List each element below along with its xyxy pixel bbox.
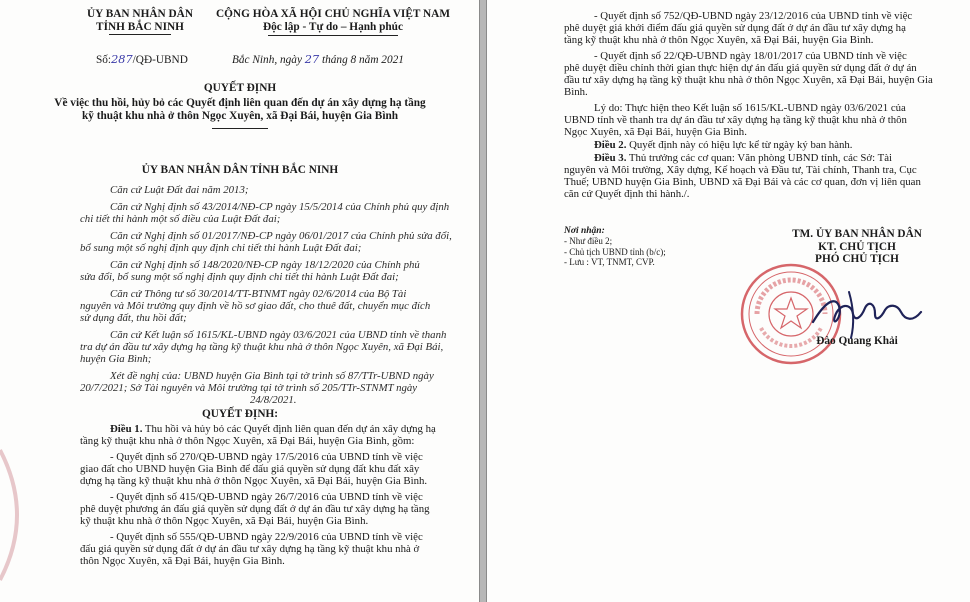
agency-underline [109,34,171,35]
motto-underline [268,35,398,36]
article-1-item: - Quyết định số 555/QĐ-UBND ngày 22/9/2016 của UBND tỉnh về việc đấu giá quyền sử dụng đất ở dự án đầu tư xây dựng hạ tầng kỹ thuật khu nhà ở thôn Ngọc Xuyên, xã Đại Bái, huyện Gia Bình. [80,531,423,567]
legal-bases [80,184,450,406]
basis-item: Căn cứ Luật Đất đai năm 2013; [110,184,249,196]
document-type: QUYẾT ĐỊNH [203,82,277,94]
handwritten-number: 287 [111,53,133,66]
agency-line-1: ỦY BAN NHÂN DÂN [87,8,193,20]
document-date: Bắc Ninh, ngày 27 tháng 8 năm 2021 [232,53,404,66]
recipient-item: - Chủ tịch UBND tỉnh (b/c); [564,246,666,257]
article-1-item: - Quyết định số 752/QĐ-UBND ngày 23/12/2016 của UBND tỉnh về việc phê duyệt giá khởi điểm đấu giá quyền sử dụng đất ở dự án đầu tư xây dựng hạ tầng kỹ thuật khu nhà ở thôn Ngọc Xuyên, xã Đại Bái, huyện Gia Bình. [564,10,913,46]
issuing-authority: ỦY BAN NHÂN DÂN TỈNH BẮC NINH [141,164,339,176]
signer-title: TM. ỦY BAN NHÂN DÂN KT. CHỦ TỊCH PHÓ CHỦ TỊCH [792,228,922,266]
recipient-item: - Như điều 2; [564,236,613,247]
document-subject: Về việc thu hồi, hủy bỏ các Quyết định liên quan đến dự án xây dựng hạ tầng kỹ thuật khu nhà ở thôn Ngọc Xuyên, xã Đại Bái, huyện Gia Bình [54,97,426,122]
issuing-agency [70,8,210,33]
partial-stamp-mark [0,440,40,590]
continued-items [564,10,942,200]
reason-paragraph: Lý do: Thực hiện theo Kết luận số 1615/KL-UBND ngày 03/6/2021 của UBND tỉnh về thanh tra dự án đầu tư xây dựng hạ tầng kỹ thuật khu nhà ở thôn Ngọc Xuyên, xã Đại Bái, huyện Gia Bình. [564,102,907,138]
basis-item: Căn cứ Nghị định số 148/2020/NĐ-CP ngày 18/12/2020 của Chính phủ sửa đổi, bổ sung một số nghị định quy định chi tiết thi hành Luật Đất đai; [80,259,420,283]
basis-item: Căn cứ Thông tư số 30/2014/TT-BTNMT ngày 02/6/2014 của Bộ Tài nguyên và Môi trường quy định về hồ sơ giao đất, cho thuê đất, chuyển mục đích sử dụng đất, thu hồi đất; [80,288,431,324]
basis-item: Xét đề nghị của: UBND huyện Gia Bình tại tờ trình số 87/TTr-UBND ngày 20/7/2021; Sở Tài nguyên và Môi trường tại tờ trình số 205/TTr-STNMT ngày 24/8/2021. [80,370,434,406]
signer-name: Đào Quang Khải [816,335,898,347]
article-2: Điều 2. Quyết định này có hiệu lực kể từ ngày ký ban hành. [594,139,853,151]
national-title: CỘNG HÒA XÃ HỘI CHỦ NGHĨA VIỆT NAM [215,8,451,20]
basis-item: Căn cứ Nghị định số 43/2014/NĐ-CP ngày 15/5/2014 của Chính phủ quy định chi tiết thi hành một số điều của Luật Đất đai; [80,201,450,225]
article-1-item: - Quyết định số 22/QĐ-UBND ngày 18/01/2017 của UBND tỉnh về việc phê duyệt điều chỉnh thời gian thực hiện dự án đấu giá quyền sử dụng đất ở dự án đầu tư xây dựng hạ tầng kỹ thuật khu nhà ở thôn Ngọc Xuyên, xã Đại Bái, huyện Gia Bình. [564,50,933,98]
article-3: Điều 3. Thủ trưởng các cơ quan: Văn phòng UBND tỉnh, các Sở: Tài nguyên và Môi trường, Xây dựng, Kế hoạch và Đầu tư, Tài chính, Thanh tra, Cục Thuế; UBND huyện Gia Bình, UBND xã Đại Bái và các cơ quan, đơn vị liên quan căn cứ Quyết định thi hành./. [564,152,921,200]
document-page-right [486,0,970,602]
decides-heading: QUYẾT ĐỊNH: [201,408,279,420]
handwritten-day: 27 [304,53,320,66]
national-motto: Độc lập - Tự do – Hạnh phúc [263,21,403,33]
basis-item: Căn cứ Kết luận số 1615/KL-UBND ngày 03/6/2021 của UBND tỉnh về thanh tra dự án đầu tư xây dựng hạ tầng kỹ thuật khu nhà ở thôn Ngọc Xuyên, xã Đại Bái, huyện Gia Bình; [80,329,447,365]
article-1: Điều 1. Thu hồi và hủy bỏ các Quyết định liên quan đến dự án xây dựng hạ tầng kỹ thuật khu nhà ở thôn Ngọc Xuyên, xã Đại Bái, huyện Gia Bình, gồm: - Quyết định số 270/QĐ-UBND ngày 17/5/2016 của UBND tỉnh về việc giao đất cho UBND huyện Gia Bình để đấu giá quyền sử dụng đất khu đất xây dựng hạ tầng kỹ thuật khu nhà ở thôn Ngọc Xuyên, xã Đại Bái, huyện Gia Bình. - Quyết định số 415/QĐ-UBND ngày 26/7/2016 của UBND tỉnh về việc phê duyệt phương án đấu giá quyền sử dụng đất ở dự án đầu tư xây dựng hạ tầng kỹ thuật khu nhà ở thôn Ngọc Xuyên, xã Đại Bái, huyện Gia Bình. - Quyết định số 555/QĐ-UBND ngày 22/9/2016 của UBND tỉnh về việc đấu giá quyền sử dụng đất ở dự án đầu tư xây dựng hạ tầng kỹ thuật khu nhà ở thôn Ngọc Xuyên, xã Đại Bái, huyện Gia Bình. [80,423,452,567]
recipients-block [564,226,724,268]
basis-item: Căn cứ Nghị định số 01/2017/NĐ-CP ngày 06/01/2017 của Chính phủ sửa đổi, bổ sung một số nghị định quy định chi tiết thi hành Luật Đất đai; [80,230,452,254]
article-1-item: - Quyết định số 270/QĐ-UBND ngày 17/5/2016 của UBND tỉnh về việc giao đất cho UBND huyện Gia Bình để đấu giá quyền sử dụng đất khu đất xây dựng hạ tầng kỹ thuật khu nhà ở thôn Ngọc Xuyên, xã Đại Bái, huyện Gia Bình. [80,451,428,487]
document-number: Số:287/QĐ-UBND [96,53,188,66]
subject-underline [212,128,268,129]
agency-line-2: TỈNH BẮC NINH [96,20,184,33]
recipients-title: Nơi nhận: [564,226,605,236]
recipient-item: - Lưu : VT, TNMT, CVP. [564,257,655,268]
document-page-left [0,0,480,602]
article-1-item: - Quyết định số 415/QĐ-UBND ngày 26/7/2016 của UBND tỉnh về việc phê duyệt phương án đấu giá quyền sử dụng đất ở dự án đầu tư xây dựng hạ tầng kỹ thuật khu nhà ở thôn Ngọc Xuyên, xã Đại Bái, huyện Gia Bình. [80,491,430,527]
